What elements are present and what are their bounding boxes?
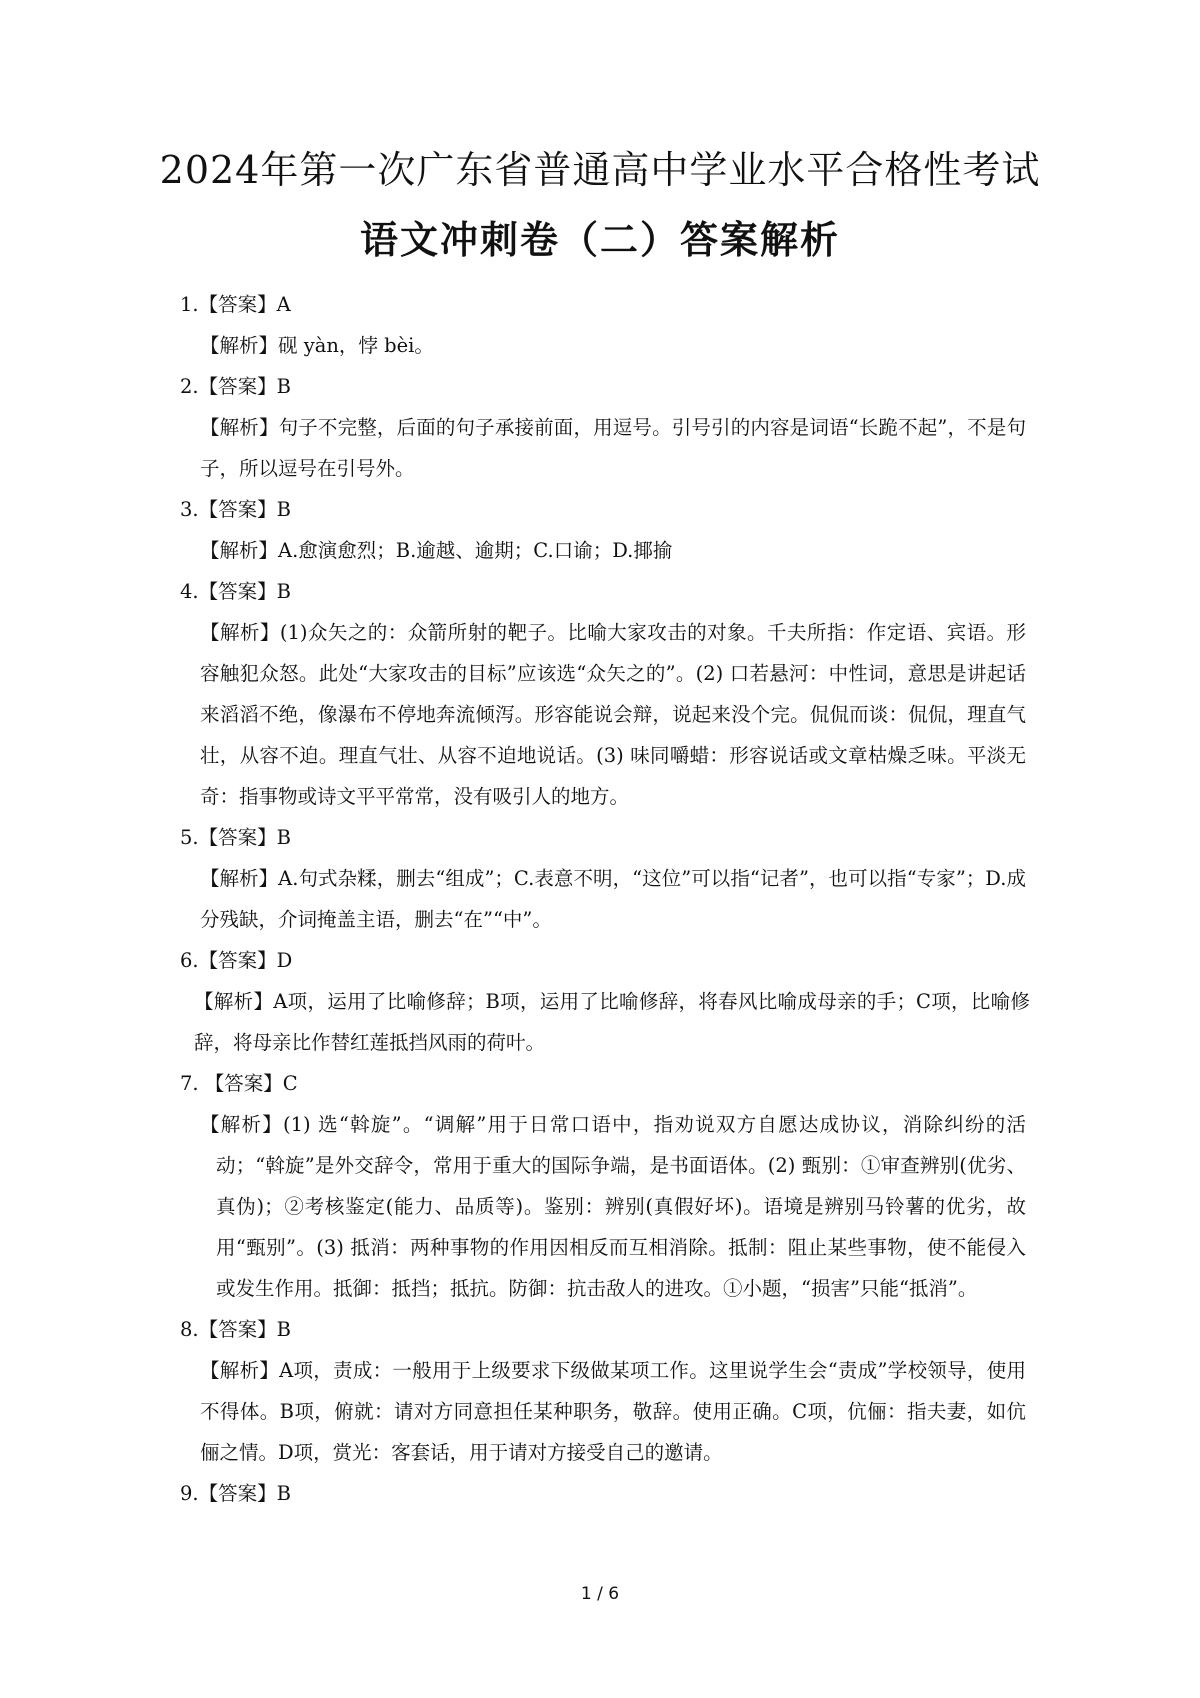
analysis-7: 【解析】(1) 选“斡旋”。“调解”用于日常口语中，指劝说双方自愿达成协议，消除纠纷的活动；“斡旋”是外交辞令，常用于重大的国际争端，是书面语体。(2) 甄别：①审查辨别(优劣、真伪)；②考核鉴定(能力、品质等)。鉴别：辨别(真假好坏)。语境是辨别马铃薯的优劣，故用“甄别”。(3) 抵消：两种事物的作用因相反而互相消除。抵制：阻止某些事物，使不能侵入或发生作用。抵御：抵挡；抵抗。防御：抗击敌人的进攻。①小题，“损害”只能“抵消”。 [200, 1113, 1026, 1300]
answer-4: 4.【答案】B [180, 580, 291, 603]
analysis-5: 【解析】A.句式杂糅，删去“组成”；C.表意不明，“这位”可以指“记者”，也可以指“专家”；D.成分残缺，介词掩盖主语，删去“在”“中”。 [200, 867, 1026, 931]
analysis-1: 【解析】砚 yàn，悖 bèi。 [200, 334, 434, 357]
answer-5: 5.【答案】B [180, 826, 291, 849]
answer-8: 8.【答案】B [180, 1318, 291, 1341]
analysis-4: 【解析】(1)众矢之的：众箭所射的靶子。比喻大家攻击的对象。千夫所指：作定语、宾语。形容触犯众怒。此处“大家攻击的目标”应该选“众矢之的”。(2) 口若悬河：中性词，意思是讲起话来滔滔不绝，像瀑布不停地奔流倾泻。形容能说会辩，说起来没个完。侃侃而谈：侃侃，理直气壮，从容不迫。理直气壮、从容不迫地说话。(3) 味同嚼蜡：形容说话或文章枯燥乏味。平淡无奇：指事物或诗文平平常常，没有吸引人的地方。 [200, 621, 1026, 808]
document-title: 2024年第一次广东省普通高中学业水平合格性考试 [159, 148, 1041, 192]
answer-2: 2.【答案】B [180, 375, 291, 398]
answer-9: 9.【答案】B [180, 1482, 291, 1505]
answer-6: 6.【答案】D [180, 949, 293, 972]
answer-3: 3.【答案】B [180, 498, 291, 521]
analysis-8: 【解析】A项，责成：一般用于上级要求下级做某项工作。这里说学生会“责成”学校领导，使用不得体。B项，俯就：请对方同意担任某种职务，敬辞。使用正确。C项，伉俪：指夫妻，如伉俪之情。D项，赏光：客套话，用于请对方接受自己的邀请。 [200, 1359, 1026, 1464]
analysis-3: 【解析】A.愈演愈烈；B.逾越、逾期；C.口谕；D.揶揄 [200, 539, 673, 562]
document-subtitle: 语文冲刺卷（二）答案解析 [359, 218, 840, 262]
page-number: 1 / 6 [580, 1584, 620, 1604]
analysis-6: 【解析】A项，运用了比喻修辞；B项，运用了比喻修辞，将春风比喻成母亲的手；C项，比喻修辞，将母亲比作替红莲抵挡风雨的荷叶。 [194, 990, 1030, 1054]
analysis-2: 【解析】句子不完整，后面的句子承接前面，用逗号。引号引的内容是词语“长跪不起”，不是句子，所以逗号在引号外。 [200, 416, 1026, 480]
answer-list [0, 284, 1200, 1514]
answer-1: 1.【答案】A [180, 293, 291, 316]
answer-7: 7. 【答案】C [180, 1072, 298, 1095]
